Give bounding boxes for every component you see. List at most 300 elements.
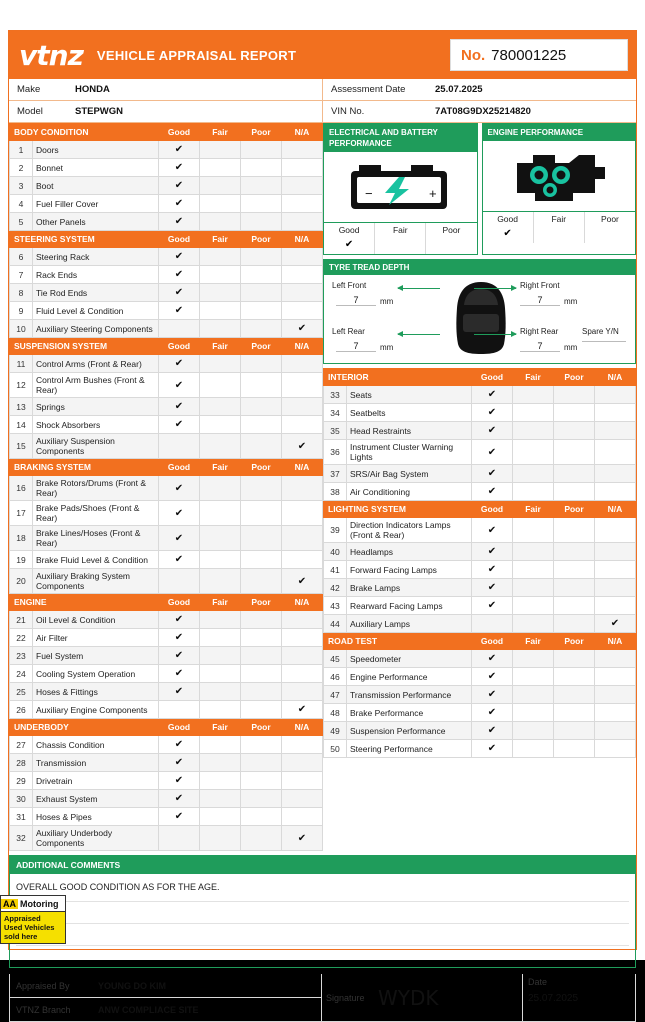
comment-line-3[interactable] bbox=[16, 924, 629, 946]
engine-mark-good[interactable]: ✔ bbox=[483, 226, 534, 243]
mark-na[interactable] bbox=[282, 177, 323, 195]
mark-good[interactable] bbox=[159, 826, 200, 851]
mark-poor[interactable] bbox=[241, 177, 282, 195]
mark-fair[interactable] bbox=[200, 629, 241, 647]
mark-fair[interactable] bbox=[200, 398, 241, 416]
mark-na[interactable] bbox=[595, 422, 636, 440]
report-number-box bbox=[450, 39, 628, 71]
comment-line-2[interactable] bbox=[16, 902, 629, 924]
mark-fair[interactable] bbox=[200, 701, 241, 719]
mark-good[interactable]: ✔ bbox=[472, 483, 513, 501]
engine-performance-panel bbox=[482, 123, 637, 255]
mark-na[interactable] bbox=[595, 518, 636, 543]
mark-good[interactable]: ✔ bbox=[159, 355, 200, 373]
mark-good[interactable]: ✔ bbox=[159, 213, 200, 231]
section-title: SUSPENSION SYSTEM bbox=[10, 338, 159, 355]
item-label: Hoses & Fittings bbox=[33, 683, 159, 701]
mark-na[interactable] bbox=[595, 440, 636, 465]
mark-na[interactable] bbox=[282, 754, 323, 772]
mark-fair[interactable] bbox=[200, 355, 241, 373]
mark-poor[interactable] bbox=[241, 213, 282, 231]
section-header bbox=[324, 633, 636, 650]
mark-na[interactable] bbox=[595, 597, 636, 615]
engine-mark-fair[interactable] bbox=[534, 226, 585, 243]
mark-poor[interactable] bbox=[241, 665, 282, 683]
mark-fair[interactable] bbox=[200, 683, 241, 701]
mark-na[interactable] bbox=[282, 790, 323, 808]
mark-fair[interactable] bbox=[200, 373, 241, 398]
mark-na[interactable] bbox=[282, 248, 323, 266]
mark-fair[interactable] bbox=[200, 501, 241, 526]
rating-col-good: Good bbox=[472, 633, 513, 650]
mark-poor[interactable] bbox=[554, 668, 595, 686]
section-header bbox=[10, 459, 323, 476]
mark-fair[interactable] bbox=[200, 284, 241, 302]
mark-fair[interactable] bbox=[513, 579, 554, 597]
mark-na[interactable] bbox=[595, 543, 636, 561]
item-number: 50 bbox=[324, 740, 347, 758]
mark-good[interactable] bbox=[159, 701, 200, 719]
electrical-mark-fair[interactable] bbox=[375, 237, 426, 254]
mark-na[interactable] bbox=[282, 159, 323, 177]
mark-good[interactable]: ✔ bbox=[159, 248, 200, 266]
right-front-value: 7 bbox=[520, 295, 560, 306]
mark-good[interactable]: ✔ bbox=[472, 704, 513, 722]
mark-fair[interactable] bbox=[513, 722, 554, 740]
spare-value[interactable] bbox=[582, 341, 626, 342]
section-title: ROAD TEST bbox=[324, 633, 472, 650]
engine-mark-poor[interactable] bbox=[585, 226, 635, 243]
engine-rating-good: Good bbox=[483, 212, 534, 226]
mark-poor[interactable] bbox=[241, 355, 282, 373]
mark-poor[interactable] bbox=[241, 373, 282, 398]
mark-poor[interactable] bbox=[554, 386, 595, 404]
table-row bbox=[324, 686, 636, 704]
mark-na[interactable] bbox=[282, 551, 323, 569]
mark-good[interactable]: ✔ bbox=[159, 736, 200, 754]
mark-poor[interactable] bbox=[554, 561, 595, 579]
mark-poor[interactable] bbox=[554, 704, 595, 722]
mark-good[interactable]: ✔ bbox=[159, 611, 200, 629]
table-row bbox=[324, 668, 636, 686]
mark-na[interactable] bbox=[282, 213, 323, 231]
mark-poor[interactable] bbox=[241, 195, 282, 213]
mark-good[interactable]: ✔ bbox=[159, 195, 200, 213]
item-number: 3 bbox=[10, 177, 33, 195]
item-label: Tie Rod Ends bbox=[33, 284, 159, 302]
mark-na[interactable]: ✔ bbox=[282, 826, 323, 851]
item-number: 27 bbox=[10, 736, 33, 754]
mark-fair[interactable] bbox=[513, 404, 554, 422]
appraised-by-row bbox=[10, 974, 321, 998]
mark-poor[interactable] bbox=[241, 266, 282, 284]
mark-good[interactable] bbox=[472, 615, 513, 633]
table-row bbox=[10, 501, 323, 526]
mark-good[interactable]: ✔ bbox=[159, 476, 200, 501]
mark-na[interactable] bbox=[282, 501, 323, 526]
mark-fair[interactable] bbox=[200, 551, 241, 569]
table-row bbox=[324, 597, 636, 615]
mark-poor[interactable] bbox=[554, 465, 595, 483]
mark-na[interactable] bbox=[595, 404, 636, 422]
table-row bbox=[324, 704, 636, 722]
mark-fair[interactable] bbox=[513, 440, 554, 465]
mark-fair[interactable] bbox=[513, 386, 554, 404]
mark-good[interactable]: ✔ bbox=[472, 686, 513, 704]
mark-na[interactable] bbox=[282, 195, 323, 213]
rating-col-na: N/A bbox=[282, 124, 323, 141]
mark-na[interactable] bbox=[595, 686, 636, 704]
mark-good[interactable]: ✔ bbox=[159, 373, 200, 398]
rating-col-fair: Fair bbox=[513, 369, 554, 386]
mark-fair[interactable] bbox=[200, 141, 241, 159]
mark-good[interactable]: ✔ bbox=[159, 398, 200, 416]
mark-good[interactable]: ✔ bbox=[159, 302, 200, 320]
mark-na[interactable] bbox=[282, 683, 323, 701]
appraised-by-label: Appraised By bbox=[16, 980, 70, 991]
mark-poor[interactable] bbox=[241, 701, 282, 719]
mark-fair[interactable] bbox=[513, 740, 554, 758]
mark-na[interactable] bbox=[282, 629, 323, 647]
assessment-date-value: 25.07.2025 bbox=[435, 84, 483, 95]
mark-fair[interactable] bbox=[200, 736, 241, 754]
mark-na[interactable]: ✔ bbox=[282, 701, 323, 719]
mark-good[interactable]: ✔ bbox=[472, 579, 513, 597]
electrical-rating-poor: Poor bbox=[442, 225, 461, 235]
mark-good[interactable]: ✔ bbox=[159, 754, 200, 772]
mark-good[interactable]: ✔ bbox=[472, 668, 513, 686]
table-row bbox=[324, 722, 636, 740]
mark-fair[interactable] bbox=[200, 611, 241, 629]
rating-col-na: N/A bbox=[282, 719, 323, 736]
mark-good[interactable]: ✔ bbox=[159, 177, 200, 195]
mark-good[interactable]: ✔ bbox=[472, 465, 513, 483]
report-number-label: No. bbox=[461, 46, 486, 64]
electrical-mark-poor[interactable] bbox=[426, 237, 476, 254]
item-label: Drivetrain bbox=[33, 772, 159, 790]
mark-fair[interactable] bbox=[200, 790, 241, 808]
item-number: 22 bbox=[10, 629, 33, 647]
vin-value: 7AT08G9DX25214820 bbox=[435, 106, 531, 117]
mark-fair[interactable] bbox=[200, 416, 241, 434]
item-number: 40 bbox=[324, 543, 347, 561]
mark-fair[interactable] bbox=[513, 422, 554, 440]
item-label: SRS/Air Bag System bbox=[347, 465, 472, 483]
mark-na[interactable] bbox=[595, 722, 636, 740]
mark-fair[interactable] bbox=[513, 650, 554, 668]
item-number: 30 bbox=[10, 790, 33, 808]
mark-poor[interactable] bbox=[554, 518, 595, 543]
date-label: Date bbox=[528, 977, 548, 987]
mark-poor[interactable] bbox=[554, 404, 595, 422]
left-front-value: 7 bbox=[336, 295, 376, 306]
mark-poor[interactable] bbox=[241, 647, 282, 665]
item-label: Brake Fluid Level & Condition bbox=[33, 551, 159, 569]
item-label: Hoses & Pipes bbox=[33, 808, 159, 826]
mark-poor[interactable] bbox=[241, 398, 282, 416]
mark-good[interactable]: ✔ bbox=[159, 159, 200, 177]
table-row bbox=[324, 740, 636, 758]
mark-poor[interactable] bbox=[554, 740, 595, 758]
mark-good[interactable]: ✔ bbox=[159, 629, 200, 647]
item-number: 42 bbox=[324, 579, 347, 597]
mark-na[interactable] bbox=[595, 740, 636, 758]
mark-poor[interactable] bbox=[241, 611, 282, 629]
mark-poor[interactable] bbox=[554, 615, 595, 633]
item-number: 25 bbox=[10, 683, 33, 701]
mark-fair[interactable] bbox=[200, 213, 241, 231]
comment-line-4[interactable] bbox=[16, 946, 629, 967]
mark-good[interactable]: ✔ bbox=[159, 141, 200, 159]
mark-good[interactable]: ✔ bbox=[472, 650, 513, 668]
item-label: Transmission Performance bbox=[347, 686, 472, 704]
item-label: Oil Level & Condition bbox=[33, 611, 159, 629]
mark-poor[interactable] bbox=[241, 284, 282, 302]
mark-good[interactable]: ✔ bbox=[159, 501, 200, 526]
table-row bbox=[324, 543, 636, 561]
mark-fair[interactable] bbox=[200, 754, 241, 772]
rating-col-poor: Poor bbox=[554, 369, 595, 386]
mark-good[interactable]: ✔ bbox=[159, 790, 200, 808]
mark-na[interactable] bbox=[282, 665, 323, 683]
mark-na[interactable]: ✔ bbox=[282, 320, 323, 338]
mark-poor[interactable] bbox=[241, 551, 282, 569]
mark-na[interactable] bbox=[282, 647, 323, 665]
mark-good[interactable]: ✔ bbox=[159, 772, 200, 790]
mark-fair[interactable] bbox=[513, 615, 554, 633]
mark-good[interactable]: ✔ bbox=[472, 722, 513, 740]
mark-good[interactable] bbox=[159, 569, 200, 594]
mark-na[interactable]: ✔ bbox=[282, 434, 323, 459]
mark-poor[interactable] bbox=[554, 686, 595, 704]
mark-good[interactable]: ✔ bbox=[159, 526, 200, 551]
mark-poor[interactable] bbox=[241, 159, 282, 177]
table-row bbox=[10, 526, 323, 551]
mark-fair[interactable] bbox=[200, 302, 241, 320]
mark-na[interactable] bbox=[595, 386, 636, 404]
mark-poor[interactable] bbox=[554, 422, 595, 440]
mark-poor[interactable] bbox=[241, 569, 282, 594]
item-label: Auxiliary Suspension Components bbox=[33, 434, 159, 459]
item-label: Exhaust System bbox=[33, 790, 159, 808]
mark-good[interactable]: ✔ bbox=[159, 808, 200, 826]
mark-na[interactable] bbox=[282, 266, 323, 284]
mark-na[interactable]: ✔ bbox=[595, 615, 636, 633]
mark-poor[interactable] bbox=[241, 629, 282, 647]
mark-poor[interactable] bbox=[241, 790, 282, 808]
mark-good[interactable]: ✔ bbox=[472, 404, 513, 422]
mark-poor[interactable] bbox=[241, 434, 282, 459]
mark-poor[interactable] bbox=[554, 722, 595, 740]
rating-col-fair: Fair bbox=[513, 501, 554, 518]
mark-good[interactable]: ✔ bbox=[472, 440, 513, 465]
mark-fair[interactable] bbox=[200, 320, 241, 338]
mark-na[interactable] bbox=[595, 483, 636, 501]
item-number: 19 bbox=[10, 551, 33, 569]
mark-fair[interactable] bbox=[513, 518, 554, 543]
mark-fair[interactable] bbox=[513, 483, 554, 501]
mark-na[interactable] bbox=[595, 579, 636, 597]
mark-good[interactable]: ✔ bbox=[159, 266, 200, 284]
electrical-battery-title: ELECTRICAL AND BATTERY PERFORMANCE bbox=[324, 124, 477, 152]
electrical-rating-marks bbox=[324, 237, 477, 254]
mark-na[interactable]: ✔ bbox=[282, 569, 323, 594]
mark-good[interactable]: ✔ bbox=[472, 422, 513, 440]
mark-good[interactable]: ✔ bbox=[159, 284, 200, 302]
mark-poor[interactable] bbox=[241, 302, 282, 320]
mark-poor[interactable] bbox=[554, 440, 595, 465]
mark-good[interactable] bbox=[159, 320, 200, 338]
mark-good[interactable]: ✔ bbox=[472, 386, 513, 404]
mark-na[interactable] bbox=[595, 561, 636, 579]
mark-na[interactable] bbox=[282, 611, 323, 629]
report-footer bbox=[9, 974, 636, 1022]
mark-fair[interactable] bbox=[200, 266, 241, 284]
mark-fair[interactable] bbox=[200, 434, 241, 459]
mark-fair[interactable] bbox=[200, 248, 241, 266]
mark-na[interactable] bbox=[282, 284, 323, 302]
mark-fair[interactable] bbox=[200, 159, 241, 177]
mark-fair[interactable] bbox=[200, 826, 241, 851]
mark-good[interactable]: ✔ bbox=[159, 416, 200, 434]
mark-na[interactable] bbox=[282, 526, 323, 551]
section-title: UNDERBODY bbox=[10, 719, 159, 736]
mark-good[interactable]: ✔ bbox=[472, 543, 513, 561]
mark-fair[interactable] bbox=[200, 647, 241, 665]
aa-sticker-body bbox=[0, 912, 66, 944]
mark-poor[interactable] bbox=[241, 320, 282, 338]
table-row bbox=[324, 386, 636, 404]
mark-fair[interactable] bbox=[513, 561, 554, 579]
rating-col-good: Good bbox=[472, 501, 513, 518]
mark-fair[interactable] bbox=[200, 526, 241, 551]
mark-good[interactable]: ✔ bbox=[159, 551, 200, 569]
mark-poor[interactable] bbox=[554, 650, 595, 668]
item-label: Control Arms (Front & Rear) bbox=[33, 355, 159, 373]
mark-na[interactable] bbox=[282, 808, 323, 826]
aa-brand: Motoring bbox=[20, 898, 59, 909]
item-label: Shock Absorbers bbox=[33, 416, 159, 434]
mark-poor[interactable] bbox=[241, 248, 282, 266]
mark-na[interactable] bbox=[595, 650, 636, 668]
mark-poor[interactable] bbox=[241, 808, 282, 826]
mark-na[interactable] bbox=[282, 302, 323, 320]
mark-poor[interactable] bbox=[554, 597, 595, 615]
mark-good[interactable]: ✔ bbox=[472, 561, 513, 579]
mark-fair[interactable] bbox=[513, 686, 554, 704]
date-value: 25.07.2025 bbox=[528, 993, 579, 1004]
mark-poor[interactable] bbox=[241, 772, 282, 790]
mark-poor[interactable] bbox=[241, 476, 282, 501]
tyre-tread-title: TYRE TREAD DEPTH bbox=[324, 260, 635, 275]
mark-poor[interactable] bbox=[241, 141, 282, 159]
comment-line-1[interactable]: OVERALL GOOD CONDITION AS FOR THE AGE. bbox=[16, 880, 629, 902]
mark-good[interactable]: ✔ bbox=[472, 740, 513, 758]
mark-fair[interactable] bbox=[200, 772, 241, 790]
item-label: Direction Indicators Lamps (Front & Rear) bbox=[347, 518, 472, 543]
mark-fair[interactable] bbox=[200, 476, 241, 501]
mark-fair[interactable] bbox=[200, 808, 241, 826]
item-label: Fuel Filler Cover bbox=[33, 195, 159, 213]
mark-good[interactable]: ✔ bbox=[472, 597, 513, 615]
mark-na[interactable] bbox=[595, 465, 636, 483]
mark-na[interactable] bbox=[282, 373, 323, 398]
item-number: 6 bbox=[10, 248, 33, 266]
mark-fair[interactable] bbox=[513, 597, 554, 615]
mark-poor[interactable] bbox=[241, 736, 282, 754]
mark-poor[interactable] bbox=[241, 683, 282, 701]
electrical-mark-good[interactable]: ✔ bbox=[324, 237, 375, 254]
assessment-date-field bbox=[323, 79, 636, 100]
mark-poor[interactable] bbox=[241, 526, 282, 551]
mark-fair[interactable] bbox=[513, 465, 554, 483]
mark-na[interactable] bbox=[282, 141, 323, 159]
item-number: 17 bbox=[10, 501, 33, 526]
mark-na[interactable] bbox=[595, 704, 636, 722]
mark-poor[interactable] bbox=[241, 501, 282, 526]
mark-poor[interactable] bbox=[554, 543, 595, 561]
item-label: Brake Pads/Shoes (Front & Rear) bbox=[33, 501, 159, 526]
item-label: Transmission bbox=[33, 754, 159, 772]
mark-good[interactable]: ✔ bbox=[159, 665, 200, 683]
item-number: 12 bbox=[10, 373, 33, 398]
mark-poor[interactable] bbox=[241, 754, 282, 772]
mark-good[interactable]: ✔ bbox=[159, 647, 200, 665]
mark-good[interactable] bbox=[159, 434, 200, 459]
mark-fair[interactable] bbox=[513, 668, 554, 686]
mark-fair[interactable] bbox=[200, 569, 241, 594]
mark-na[interactable] bbox=[282, 772, 323, 790]
table-row bbox=[324, 650, 636, 668]
mark-fair[interactable] bbox=[513, 543, 554, 561]
mark-na[interactable] bbox=[595, 668, 636, 686]
mark-fair[interactable] bbox=[513, 704, 554, 722]
table-row bbox=[10, 248, 323, 266]
mark-poor[interactable] bbox=[554, 483, 595, 501]
mark-poor[interactable] bbox=[241, 416, 282, 434]
rating-col-good: Good bbox=[159, 719, 200, 736]
vehicle-info-row-2 bbox=[9, 101, 636, 123]
battery-illustration bbox=[324, 152, 477, 222]
mark-na[interactable] bbox=[282, 476, 323, 501]
table-row bbox=[10, 141, 323, 159]
mark-na[interactable] bbox=[282, 355, 323, 373]
item-label: Springs bbox=[33, 398, 159, 416]
comments-lines bbox=[10, 874, 635, 967]
spare-label: Spare Y/N bbox=[582, 327, 619, 336]
item-number: 33 bbox=[324, 386, 347, 404]
mark-poor[interactable] bbox=[241, 826, 282, 851]
tyre-tread-panel bbox=[323, 259, 636, 364]
left-rear-arrow bbox=[398, 334, 440, 335]
mark-good[interactable]: ✔ bbox=[472, 518, 513, 543]
section-header bbox=[10, 124, 323, 141]
vtnz-logo: vtnz bbox=[19, 38, 83, 72]
mark-fair[interactable] bbox=[200, 177, 241, 195]
appraised-by-value: YOUNG DO KIM bbox=[98, 980, 167, 991]
car-top-view-icon bbox=[446, 280, 516, 356]
mark-poor[interactable] bbox=[554, 579, 595, 597]
mark-fair[interactable] bbox=[200, 195, 241, 213]
mark-na[interactable] bbox=[282, 736, 323, 754]
mark-good[interactable]: ✔ bbox=[159, 683, 200, 701]
engine-illustration bbox=[483, 141, 636, 211]
branch-row bbox=[10, 998, 321, 1021]
mark-na[interactable] bbox=[282, 416, 323, 434]
mark-fair[interactable] bbox=[200, 665, 241, 683]
mark-na[interactable] bbox=[282, 398, 323, 416]
left-checklist-table bbox=[9, 123, 323, 851]
